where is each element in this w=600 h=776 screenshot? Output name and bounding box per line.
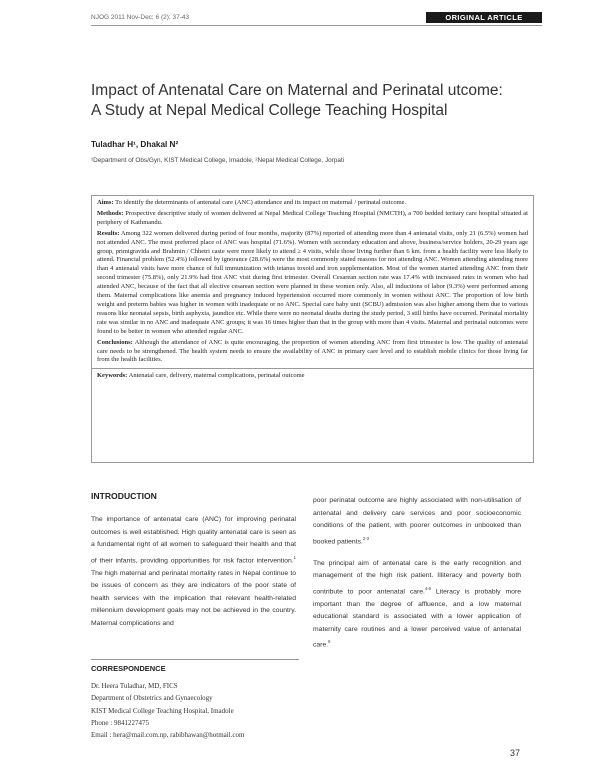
abstract-aims [97, 199, 528, 208]
abstract-results [97, 230, 528, 337]
introduction-left-column [91, 514, 296, 640]
affiliations: ¹Department of Obs/Gyn, KIST Medical College, Imadole, ²Nepal Medical College, Jorpati [91, 157, 345, 164]
abstract-divider [92, 368, 533, 369]
correspondence-institution: KIST Medical College Teaching Hospital, Imadole [91, 706, 234, 715]
intro-paragraph-1 [91, 514, 296, 631]
header-rule [91, 25, 542, 26]
journal-reference: NJOG 2011 Nov-Dec; 6 (2): 37-43 [91, 14, 190, 21]
aims-text: To identify the determinants of antenatal care (ANC) attendance and its impact on maternal / perinatal outcome. [115, 199, 407, 206]
author-list: Tuladhar H¹, Dhakal N² [91, 140, 179, 149]
results-text: Among 322 women delivered during period of four months, majority (87%) reported of attending more than 4 antenatal visits, only 21 (6.5%) women had not attended ANC. The most preferred place of ANC was hospital (71.6%). Women with secondary education and above, business/service holders, 20-29 years age group, primigravida and Brahmin / Chhetri caste were more likely to attend ≥ 4 visits, while those living further than 6 km. from a health facility were less likely to attend. Financial problem (52.4%) followed by ignorance (28.6%) were the most commonly stated reasons for not attending ANC. Women attending attending more than 4 antenatal visits have more chance of full immunization with tetanus toxoid and iron supplementation. Most of the women started attending ANC from their second trimester (75.8%), only 21.9% had first ANC visit during first trimester. Overall Cesarean section rate was 17.4% with increased rates in women who had attended ANC, because of the fact that all elective cesarean section were planned in these women only. Also, all inductions of labor (9.3%) were performed among them. Maternal complications like anemia and pregnancy induced hypertension occurred more commonly in women without ANC. The proportion of low birth weight and preterm babies was higher in women with inadequate or no ANC. Special care baby unit (SCBU) admission was also higher among them due to various reasons like neonatal sepsis, birth asphyxia, jaundice etc. While there were no neonatal deaths during the study period, 3 still births have occurred. Perinatal mortality rate was similar in no ANC and inadequate ANC groups; it was 16 times higher than that in the group with more than 4 visits. Maternal and perinatal outcomes were found to be better in women who attended regular ANC. [97, 229, 528, 335]
ref-2: 2-3 [362, 535, 369, 541]
conclusions-label: Conclusions: [97, 338, 133, 346]
intro-p3-cont: Literacy is probably more important than the degree of affluence, and a low maternal educational standard is associated with a lower application of maternity care routines and a lower perceived value of antenatal care. [313, 588, 521, 649]
intro-p2-text: poor perinatal outcome are highly associated with non-utilisation of antenatal and delivery care services and poor socioeconomic conditions of the patient, with poorer outcomes in unbooked than booked patients. [313, 497, 521, 546]
abstract-box [91, 195, 534, 463]
article-type-badge: ORIGINAL ARTICLE [426, 12, 542, 23]
article-title [91, 81, 551, 121]
conclusions-text: Although the attendance of ANC is quite encouraging, the proportion of women attending ANC from first trimester is low. The quality of antenatal care needs to be strengthened. The health system needs to ensure the availability of ANC in primary care level and to establish mobile clinics for those living far from the health facilities. [97, 338, 528, 364]
intro-p1-text: The importance of antenatal care (ANC) for improving perinatal outcomes is well established. High quality antenatal care is seen as a fundamental right of all women to safeguard their health and that of their infants, providing opportunities for risk factor intervention. [91, 516, 296, 565]
intro-paragraph-3 [313, 558, 521, 653]
abstract-conclusions [97, 339, 528, 366]
intro-paragraph-2 [313, 495, 521, 549]
introduction-right-column [313, 495, 521, 661]
keywords-label: Keywords: [97, 372, 128, 380]
ref-4: 6 [328, 639, 331, 645]
ref-1: 1 [293, 554, 296, 560]
abstract-methods [97, 210, 528, 228]
correspondence-email: Email : hera@mail.com.np, rabibhawan@hotmail.com [91, 731, 245, 740]
title-line-1: Impact of Antenatal Care on Maternal and Perinatal utcome: [91, 82, 503, 99]
intro-p1-cont: The high maternal and perinatal mortality rates in Nepal continue to be issues of concern as they are indicators of the poor state of health services with the implication that relevant health-related millennium development goals may not be achieved in the country. Maternal complications and [91, 569, 296, 628]
intro-p3-text: The principal aim of antenatal care is the early recognition and management of the high risk patient. Illiteracy and poverty both contribute to poor antenatal care. [313, 559, 521, 596]
correspondence-details [91, 680, 244, 741]
results-label: Results: [97, 229, 120, 237]
aims-label: Aims: [97, 199, 114, 206]
correspondence-heading: CORRESPONDENCE [91, 664, 166, 673]
keywords-text: Antenatal care, delivery, maternal complications, perinatal outcome [128, 372, 305, 380]
correspondence-department: Department of Obstetrics and Gynaecology [91, 694, 213, 703]
correspondence-phone: Phone : 9841227475 [91, 718, 149, 727]
methods-text: Prospective descriptive study of women delivered at Nepal Medical College Teaching Hospital (NMCTH), a 700 bedded tertiary care hospital situated at periphery of Kathmandu. [97, 209, 528, 226]
correspondence-rule [91, 659, 299, 660]
ref-3: 4-6 [424, 585, 431, 591]
correspondence-name: Dr. Heera Tuladhar, MD, FICS [91, 682, 178, 690]
methods-label: Methods: [97, 209, 124, 217]
abstract-keywords [97, 372, 528, 381]
page-number: 37 [510, 748, 521, 758]
introduction-heading: INTRODUCTION [91, 491, 157, 501]
title-line-2: A Study at Nepal Medical College Teaching Hospital [91, 102, 448, 119]
